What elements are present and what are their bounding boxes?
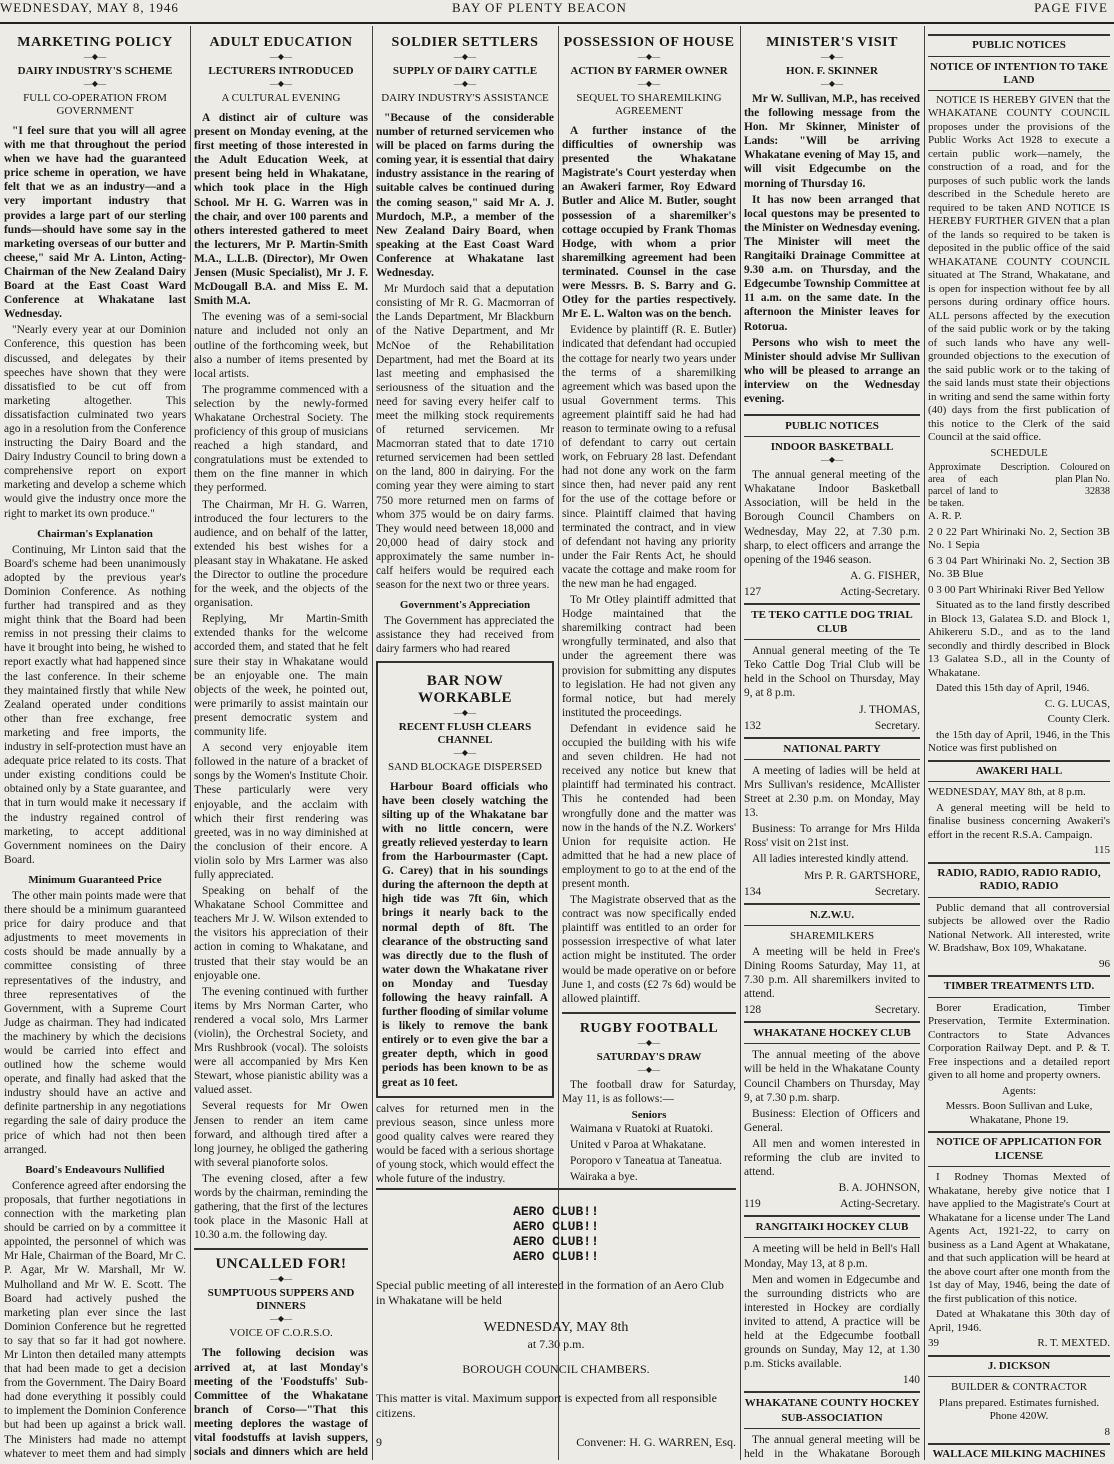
article-paragraph: Mr Murdoch said that a deputation consisting of Mr R. G. Macmorran of the Lands Department, Mr Blackburn of the Native Department, and Mr McNoe of the Rehabilitation Department, had met the Board at its last meeting and emphasised the seriousness of the situation and the need for saving every heifer calf to meet the milking stock requirements of returned servicemen. Mr Macmorran stated that to date 1710 returned servicemen had been settled on the land, 800 in dairying. For the coming year they were aiming to start 750 more returned men on farms of whom 375 would be on dairy farms. They would need between 18,000 and 20,000 head of dairy stock and approximately the same number in-calf heifers would be required each season for the next two or three years. bbox=[376, 283, 554, 592]
notice-body: A general meeting will be held to finalise business concerning Awakeri's effort in the recent R.S.A. Campaign. bbox=[928, 801, 1110, 841]
masthead-page: PAGE FIVE bbox=[1034, 0, 1108, 15]
divider-ornament: —◆— bbox=[453, 79, 477, 88]
notice-number: 115 bbox=[1093, 844, 1110, 856]
schedule-column-header: Coloured on plan Plan No. 32838 bbox=[1055, 462, 1110, 497]
notice-heading: WHAKATANE COUNTY HOCKEY SUB-ASSOCIATION bbox=[744, 1391, 920, 1428]
notice-heading: RADIO, RADIO, RADIO RADIO, RADIO, RADIO bbox=[928, 862, 1110, 898]
notice-body: The annual general meeting will be held in the Whakatane Borough bbox=[744, 1433, 920, 1458]
notice-number: 119 bbox=[744, 1198, 761, 1211]
article-lead: "I feel sure that you will all agree with me that throughout the period when we have had the guaranteed price scheme in operation, we have felt that we as an industry—and a very important industry that provides a large part of our sterling funds—should have some say in the marketing overseas of our butter and cheese," said Mr A. Linton, Acting-Chairman of the New Zealand Dairy Board at the East Coast Ward Conference at Whakatane last Wednesday. bbox=[4, 125, 186, 321]
article-paragraph: The Government has appreciated the assistance they had received from dairy farmers who had reared bbox=[376, 615, 554, 656]
divider-ornament: —◆— bbox=[269, 52, 293, 61]
aero-club-time: at 7.30 p.m. bbox=[527, 1337, 585, 1351]
section-divider bbox=[376, 1188, 736, 1190]
notice-body: Dated this 15th day of April, 1946. bbox=[936, 682, 1090, 694]
article-paragraph: The Chairman, Mr H. G. Warren, introduced the four lecturers to the audience, and on behalf of the latter, extended his best wishes for a pleasant stay in Whakatane. He asked the Director to outline the procedure for the week, and the objects of the organisation. bbox=[194, 498, 368, 610]
notice-body: Dated at Whakatane this 30th day of April, 1946. bbox=[928, 1308, 1110, 1334]
notice-subheading: Agents: bbox=[1001, 1084, 1037, 1097]
masthead-date: WEDNESDAY, MAY 8, 1946 bbox=[0, 0, 179, 15]
notice-signatory: R. T. MEXTED. bbox=[1037, 1337, 1110, 1349]
divider-ornament: —◆— bbox=[83, 79, 107, 88]
notice-signatory: Mrs P. R. GARTSHORE, bbox=[804, 869, 920, 882]
public-notices-header: PUBLIC NOTICES bbox=[744, 414, 920, 437]
divider-ornament: —◆— bbox=[820, 79, 844, 88]
notice-body: Business: To arrange for Mrs Hilda Ross' visit on 21st inst. bbox=[744, 823, 920, 850]
advert-number: 9 bbox=[376, 1435, 382, 1449]
headline-uncalled-for: UNCALLED FOR! bbox=[215, 1256, 347, 1273]
section-heading: Board's Endeavours Nullified bbox=[25, 1163, 165, 1176]
schedule-row: 2 0 22 Part Whirinaki No. 2, Section 3B No. 1 Sepia bbox=[928, 525, 1110, 551]
subheadline-secondary: FULL CO-OPERATION FROM GOVERNMENT bbox=[23, 92, 167, 117]
section-divider bbox=[194, 1248, 368, 1250]
fixture-line: Wairaka a bye. bbox=[570, 1171, 638, 1184]
article-lead: "Because of the considerable number of returned servicemen who will be placed on farms during the coming year, it is essential that dairy industry assistance in the rearing of suitable calves be continued during the coming season," said Mr A. J. Murdoch, M.P., a member of the New Zealand Dairy Board, when speaking at the East Coast Ward Conference at Whakatane last Wednesday. bbox=[376, 112, 554, 280]
section-divider bbox=[928, 90, 1110, 91]
fixture-line: Poroporo v Taneatua at Taneatua. bbox=[570, 1155, 723, 1168]
notice-heading: WALLACE MILKING MACHINES bbox=[928, 1443, 1110, 1458]
notice-signature-line bbox=[744, 885, 920, 899]
notice-number: 134 bbox=[744, 885, 762, 898]
notice-signature-line bbox=[744, 1003, 920, 1017]
column-adult-education bbox=[194, 28, 368, 1458]
notice-body: WEDNESDAY, MAY 8th, at 8 p.m. bbox=[928, 786, 1086, 798]
aero-club-advertisement bbox=[376, 1188, 736, 1460]
headline-adult-education: ADULT EDUCATION bbox=[209, 35, 353, 50]
subheadline: LECTURERS INTRODUCED bbox=[208, 65, 354, 77]
schedule-row: 6 3 04 Part Whirinaki No. 2, Section 3B No. 3B Blue bbox=[928, 554, 1110, 580]
column-rule bbox=[372, 26, 373, 1460]
notice-body: Men and women in Edgecumbe and the surrounding districts who are interested in Hockey are cordially invited to attend, A practice will be held at the Edgecumbe football grounds on Sunday, May 12, at 1.30 p.m. Sticks available. bbox=[744, 1273, 920, 1371]
article-paragraph: The other main points made were that there should be a minimum guaranteed price for dairy produce and that adjustments to meet movements in costs should be made annually by a committee consisting of three representatives of the industry, and three representatives of the Government, with a Supreme Court Judge as chairman. They had indicated the machinery by which the decisions would be carried into effect and outlined how the scheme would operate, and finally had asked that the industry should have an active and definite partnership in any negotiations regarding the sale of dairy produce the price of which had not then been arranged. bbox=[4, 889, 186, 1156]
masthead-paper-name: BAY OF PLENTY BEACON bbox=[452, 0, 627, 15]
aero-club-note: This matter is vital. Maximum support is expected from all responsible citizens. bbox=[376, 1391, 717, 1420]
divider-ornament: —◆— bbox=[269, 79, 293, 88]
article-paragraph: The evening was of a semi-social nature and included not only an outline of the forthcoming week, but also a number of items presented by local artists. bbox=[194, 311, 368, 380]
article-paragraph: The Magistrate observed that as the contract was now specifically ended plaintiff was entitled to an order for possession irrespective of what later action might be instituted. The order would be made operative on or before June 1, and costs (£2 7s 6d) would be allowed plaintiff. bbox=[562, 894, 736, 1005]
notice-body: The annual general meeting of the Whakatane Indoor Basketball Association, will be held in the Borough Council Chambers on Wednesday, May 22, at 7.30 p.m. sharp, to elect officers and arrange the opening of the 1946 season. bbox=[744, 469, 920, 566]
notice-signature-line bbox=[928, 1337, 1110, 1351]
notice-number: 132 bbox=[744, 719, 762, 732]
divider-ornament: —◆— bbox=[83, 52, 107, 61]
subheadline: SUPPLY OF DAIRY CATTLE bbox=[392, 65, 538, 77]
divider-ornament: —◆— bbox=[637, 1037, 661, 1047]
notice-heading: J. DICKSON bbox=[928, 1355, 1110, 1378]
subheadline: HON. F. SKINNER bbox=[786, 65, 878, 77]
schedule-column-header: Description. bbox=[1000, 462, 1050, 473]
notice-signature-line bbox=[744, 585, 920, 599]
aero-club-venue: BOROUGH COUNCIL CHAMBERS. bbox=[462, 1362, 650, 1376]
column-possession-of-house bbox=[562, 28, 736, 1184]
article-lead: A distinct air of culture was present on Monday evening, at the first meeting of those interested in the Adult Education Week, at present being held in Whakatane, which took place in the High School. Mr H. G. Warren was in the chair, and over 100 parents and others interested gathered to meet the lecturers, Mr P. Martin-Smith M.A., L.L.B. (Director), Mr Owen Jensen (Music Specialist), Mr J. F. McDougall B.A. and Miss E. M. Smith M.A. bbox=[194, 112, 368, 308]
notice-signatory: A. G. FISHER, bbox=[850, 569, 920, 582]
schedule-header-row bbox=[928, 462, 1110, 510]
notice-body: A meeting of ladies will be held at Mrs Sullivan's residence, McAllister Street at 2.30 p.m. on Monday, May 13. bbox=[744, 764, 920, 820]
notice-signature-line bbox=[744, 719, 920, 733]
subheadline-secondary: A CULTURAL EVENING bbox=[221, 92, 341, 104]
article-paragraph: Replying, Mr Martin-Smith extended thanks for the welcome accorded them, and stated that he felt sure their stay in Whakatane would be an enjoyable one. The main objects of the week, he pointed out, were primarily to assist maintain our present democratic system and community life. bbox=[194, 613, 368, 739]
article-paragraph: "Nearly every year at our Dominion Conference, this question has been discussed, and delegates by their speeches have shown that they were dissatisfied to be cut off from marketing altogether. This dissatisfaction culminated two years ago in a resolution from the Conference instructing the Dairy Board and the Dairy Industry Council to bring down a comprehensive report on export marketing and develop a scheme which would give the industry once more the right to market its own produce." bbox=[4, 324, 186, 520]
fixture-line: Waimana v Ruatoki at Ruatoki. bbox=[570, 1123, 714, 1136]
notice-heading: AWAKERI HALL bbox=[928, 760, 1110, 783]
notice-number: 96 bbox=[1099, 957, 1110, 970]
column-rule bbox=[190, 26, 191, 1460]
notice-heading: NOTICE OF APPLICATION FOR LICENSE bbox=[928, 1131, 1110, 1167]
notice-body: Annual general meeting of the Te Teko Cattle Dog Trial Club will be held in the School on Thursday, May 9, at 8 p.m. bbox=[744, 645, 920, 700]
notice-role: Acting-Secretary. bbox=[840, 1198, 920, 1211]
notice-subheading: SHAREMILKERS bbox=[789, 929, 875, 942]
aero-club-banner: AERO CLUB!! bbox=[513, 1249, 599, 1264]
notice-signatory: B. A. JOHNSON, bbox=[838, 1182, 920, 1195]
subheadline: SUMPTUOUS SUPPERS AND DINNERS bbox=[207, 1287, 355, 1313]
notice-role: Secretary. bbox=[874, 1004, 920, 1017]
article-paragraph: To Mr Otley plaintiff admitted that Hodge maintained that the sharemilking contract had been wrongfully terminated, and also that under the agreement there was provision for submitting any disputes to legislation. He had not given any formal notice, but had merely instituted the proceedings. bbox=[562, 594, 736, 719]
notice-body: the 15th day of April, 1946, in the This Notice was first published on bbox=[928, 728, 1110, 754]
subheadline: ACTION BY FARMER OWNER bbox=[570, 65, 728, 77]
fixture-line: United v Paroa at Whakatane. bbox=[570, 1139, 707, 1152]
article-paragraph: Persons who wish to meet the Minister should advise Mr Sullivan who will be pleased to arrange an interview on the Wednesday evening. bbox=[744, 336, 920, 405]
section-heading: Minimum Guaranteed Price bbox=[28, 873, 162, 886]
column-marketing-policy bbox=[4, 28, 186, 1458]
divider-ornament: —◆— bbox=[637, 79, 661, 88]
aero-club-banner: AERO CLUB!! bbox=[513, 1219, 599, 1234]
divider-ornament: —◆— bbox=[453, 747, 477, 757]
divider-ornament: —◆— bbox=[637, 1064, 661, 1074]
public-notices-header: PUBLIC NOTICES bbox=[928, 34, 1110, 57]
article-paragraph: The evening continued with further items by Mrs Norman Carter, who rendered a vocal solo, Mrs Larmer (violin), the Orchestral Society, and Mrs Rushbrook (vocal). The soloists were all accompanied by Mrs Ken Stewart, whose pianistic ability was a valued asset. bbox=[194, 985, 368, 1097]
aero-club-body: Special public meeting of all interested in the formation of an Aero Club in Whakatane will be held bbox=[376, 1278, 724, 1307]
notice-role: County Clerk. bbox=[1047, 713, 1110, 725]
notice-body: The annual meeting of the above will be held in the Whakatane County Council Chambers on Thursday, May 9, at 7.30 p.m. sharp. bbox=[744, 1049, 920, 1104]
section-divider bbox=[562, 1012, 736, 1014]
aero-club-convener: Convener: H. G. WARREN, Esq. bbox=[576, 1435, 736, 1449]
headline-marketing-policy: MARKETING POLICY bbox=[17, 35, 173, 50]
divider-ornament: —◆— bbox=[269, 1274, 293, 1284]
headline-possession-of-house: POSSESSION OF HOUSE bbox=[563, 35, 735, 50]
article-lead: A further instance of the difficulties of ownership was presented the Whakatane Magistrate's Court yesterday when an Awakeri farmer, Roy Edward Butler and Alice M. Butler, sought possession of a sharemilker's cottage occupied by Frank Thomas Hodge, with whom a prior sharemilking agreement had been terminated. Counsel in the case were Messrs. B. S. Barry and G. Otley for the parties respectively. Mr E. L. Walton was on the bench. bbox=[562, 125, 736, 321]
notice-heading: TIMBER TREATMENTS LTD. bbox=[928, 975, 1110, 998]
notice-body: NOTICE IS HEREBY GIVEN that the WHAKATANE COUNTY COUNCIL proposes under the provisions of the Public Works Act 1928 to execute a certain public work—namely, the construction of a road, and for the purposes of such public work the lands described in the Schedule hereto are required to be taken AND NOTICE IS HEREBY FURTHER GIVEN that a plan of the lands so required to be taken is deposited in the public office of the said WHAKATANE COUNTY COUNCIL situated at The Strand, Whakatane, and is open for inspection without fee by all persons during ordinary office hours. ALL persons affected by the execution of the said public work or by the taking of such lands who have any well-grounded objections to the execution of the said public work or to the taking of the said lands must state their objections in writing and send the same within forty (40) days from the first publication of this notice to the Clerk of the said Council at the said office. bbox=[928, 93, 1110, 443]
schedule-units: A. R. P. bbox=[928, 510, 962, 522]
schedule-column-header: Approximate area of each parcel of land to be taken. bbox=[928, 462, 998, 509]
notice-heading: INDOOR BASKETBALL bbox=[770, 441, 894, 454]
subheadline-secondary: DAIRY INDUSTRY'S ASSISTANCE bbox=[381, 92, 549, 104]
notice-body: Business: Election of Officers and General. bbox=[744, 1107, 920, 1134]
notice-body: A meeting will be held in Bell's Hall Monday, May 13, at 8 p.m. bbox=[744, 1243, 920, 1270]
notice-signature-line bbox=[744, 1197, 920, 1211]
aero-club-banner: AERO CLUB!! bbox=[513, 1234, 599, 1249]
article-lead: Harbour Board officials who have been closely watching the silting up of the Whakatane bar with no little concern, were greatly relieved yesterday to learn from the Harbourmaster (Capt. G. Carey) that in his soundings during the afternoon the depth at high tide was 7ft 6in, which brings it nearly back to the normal depth of 8ft. The clearance of the obstructing sand was directly due to the flush of water down the Whakatane river on Monday and Tuesday following the heavy rainfall. A further flooding of similar volume is likely to remove the bank entirely or to even give the bar a greater depth, which in good periods has been known to be as great as 10 feet. bbox=[382, 780, 548, 1089]
notice-body: Messrs. Boon Sullivan and Luke, Whakatane, Phone 19. bbox=[945, 1100, 1093, 1126]
notice-number: 127 bbox=[744, 585, 762, 598]
subheadline: DAIRY INDUSTRY'S SCHEME bbox=[17, 65, 173, 77]
article-paragraph: The evening closed, after a few words by the chairman, reminding the gathering, that the first of the lectures took place in the Masonic Hall at 10.30 a.m. the following day. bbox=[194, 1172, 368, 1242]
column-soldier-settlers bbox=[376, 28, 554, 1184]
subheadline-secondary: VOICE OF C.O.R.S.O. bbox=[229, 1327, 333, 1340]
column-rule bbox=[740, 26, 741, 1460]
article-paragraph: Continuing, Mr Linton said that the Board's scheme had been unanimously adopted by the previous year's Dominion Conference. As nothing further had transpired and as they might think that the Board had been remiss in not pressing their claims to have it brought into being, he wished to report exactly what had happened since the last conference. In their scheme they maintained firstly that while New Zealand operated under conditions other than free exchange, free marketing and free imports, the industry in self-protection must have an adequate price related to its costs. That under existing conditions could be obtained only by a State guarantee, and that in turn would make it necessary if the industry regained control of marketing, to accept additional Government nominees on the Dairy Board. bbox=[4, 543, 186, 866]
schedule-row: 0 3 00 Part Whirinaki River Bed Yellow bbox=[928, 583, 1105, 596]
aero-club-footer bbox=[376, 1435, 736, 1450]
notice-body: Public demand that all controversial subjects be allowed over the Radio National Network. All interested, write W. Bradshaw, Box 109, Whakatane. bbox=[928, 901, 1110, 954]
notice-body: Plans prepared. Estimates furnished. Phone 420W. bbox=[938, 1396, 1100, 1422]
aero-club-banner: AERO CLUB!! bbox=[513, 1204, 599, 1219]
article-paragraph: It has now been arranged that local questons may be presented to the Minister on Wednesday evening. The Minister will meet the Rangitaiki Drainage Committee at 9.30 a.m. on Thursday, and the Edgecumbe Township Committee at 11 a.m. on the same date. In the afternoon the Minister leaves for Rotorua. bbox=[744, 193, 920, 333]
article-paragraph: Conference agreed after endorsing the proposals, that further negotiations in connection with the marketing plan should be carried on by a committee it appointed, the personnel of which was Mr Hale, Chairman of the Board, Mr C. P. Agar, Mr W. Marshall, Mr W. Mulholland and Mr W. E. Scott. The Board had actively pushed the marketing plan ever since the last Dominion Conference but he regretted to say that so far it had got nowhere. Mr Linton then detailed many attempts that had been made to get a decision from the Government. The Dairy Board had done everything it possibly could to implement the Dominion Conference but had been up against a brick wall. The Ministers had made no attempt whatever to meet them and had simply bbox=[4, 1179, 186, 1458]
article-paragraph: Evidence by plaintiff (R. E. Butler) indicated that defendant had occupied the cottage for nearly two years under the terms of a sharemilking agreement which was based upon the usual Government terms. This agreement plaintiff said he had had reason to terminate owing to a refusal of defendant to carry out certain work, on February 28 last. Defendant had not done any work on the farm since then, had never paid any rent for the use of the cottage before or since. Plaintiff claimed that having terminated the contract, and in view of defendant not having any priority under the Fair Rents Act, he should vacate the cottage and make room for the new man he had engaged. bbox=[562, 324, 736, 590]
section-heading: Government's Appreciation bbox=[399, 599, 531, 612]
notice-body: All ladies interested kindly attend. bbox=[752, 853, 909, 866]
notice-number: 128 bbox=[744, 1004, 762, 1017]
notice-role: Secretary. bbox=[874, 719, 920, 732]
headline-bar-now-workable: BAR NOW WORKABLE bbox=[417, 672, 512, 706]
notice-number: 140 bbox=[902, 1374, 920, 1387]
headline-ministers-visit: MINISTER'S VISIT bbox=[766, 35, 898, 50]
headline-rugby-football: RUGBY FOOTBALL bbox=[579, 1020, 719, 1036]
article-paragraph: Several requests for Mr Owen Jensen to render an item came forward, and although tired after a long journey, he obliged the gathering with several pianoforte solos. bbox=[194, 1100, 368, 1169]
article-paragraph: The programme commenced with a selection by the newly-formed Whakatane Orchestral Society. The proficiency of this group of musicians reached a high standard, and congratulations must be extended to them on the fine manner in which they performed. bbox=[194, 383, 368, 495]
article-paragraph: The football draw for Saturday, May 11, is as follows:— bbox=[562, 1078, 736, 1105]
divider-ornament: —◆— bbox=[820, 52, 844, 61]
article-paragraph: Speaking on behalf of the Whakatane School Committee and teachers Mr J. W. Wilson extended to the visitors his appreciation of their action in coming to Whakatane, and trusted that their stay would be an enjoyable one. bbox=[194, 885, 368, 982]
divider-ornament: —◆— bbox=[820, 455, 844, 465]
boxed-article-bar bbox=[376, 661, 554, 1098]
notice-subheading: BUILDER & CONTRACTOR bbox=[950, 1381, 1088, 1393]
column-rule bbox=[924, 26, 925, 1460]
notice-body: A meeting will be held in Free's Dining Rooms Saturday, May 11, at 7.30 p.m. All sharemilkers invited to attend. bbox=[744, 945, 920, 1001]
divider-ornament: —◆— bbox=[453, 52, 477, 61]
notice-heading: NOTICE OF INTENTION TO TAKE LAND bbox=[930, 60, 1108, 86]
schedule-heading: SCHEDULE bbox=[990, 446, 1048, 459]
divider-ornament: —◆— bbox=[637, 52, 661, 61]
section-heading: Chairman's Explanation bbox=[37, 527, 153, 540]
article-paragraph: A second very enjoyable item followed in the nature of a bracket of songs by the Women's Institute Choir. These particularly were very enjoyable, and the acclaim with which their first rendering was greeted, was in no way diminished at the conclusion of their encore. A violin solo by Mrs Larmer was also fully appreciated. bbox=[194, 742, 368, 881]
masthead bbox=[0, 0, 1114, 24]
column-ministers-visit bbox=[744, 28, 920, 1458]
notice-heading: RANGITAIKI HOCKEY CLUB bbox=[744, 1215, 920, 1238]
divider-ornament: —◆— bbox=[453, 707, 477, 717]
notice-signatory: C. G. LUCAS, bbox=[1044, 697, 1110, 710]
divider-ornament: —◆— bbox=[269, 1314, 293, 1324]
notice-heading: NATIONAL PARTY bbox=[744, 737, 920, 760]
article-lead: The following decision was arrived at, at last Monday's meeting of the 'Foodstuffs' Sub-Committee of the Whakatane branch of Corso—"That this meeting deplores the wastage of vital foodstuffs at lavish suppers, socials and dinners which are held bbox=[194, 1347, 368, 1458]
subheadline: RECENT FLUSH CLEARS CHANNEL bbox=[398, 720, 532, 746]
column-public-notices bbox=[928, 28, 1110, 1458]
subheadline-secondary: SEQUEL TO SHAREMILKING AGREEMENT bbox=[576, 92, 722, 117]
subheadline-secondary: SAND BLOCKAGE DISPERSED bbox=[387, 760, 543, 773]
notice-body: I Rodney Thomas Mexted of Whakatane, hereby give notice that I have applied to the Magistrate's Court at Whakatane for a license under The Land Agents Act, 1921-22, to carry on business as a Land Agent at Whakatane, and that such application will be heard at the above court after one month from the 1st day of May, 1946, being the date of the first publication of this notice. bbox=[928, 1171, 1110, 1305]
notice-number: 39 bbox=[928, 1337, 939, 1349]
notice-body: Situated as to the land firstly described in Block 13, Galatea S.D. and Block 1, Ahikereru S.D., and as to the land secondly and thirdly described in Block 13 Galatea S.D., all in the County of Whakatane. bbox=[928, 599, 1110, 679]
article-lead: Mr W. Sullivan, M.P., has received the following message from the Hon. Mr Skinner, Minister of Lands: "Will be arriving Whakatane evening of May 15, and will visit Edgecumbe on the morning of Thursday 16. bbox=[744, 93, 920, 190]
article-paragraph-continued: calves for returned men in the previous season, since unless more good quality calves were reared they would be faced with a serious shortage of young stock, which would effect the whole future of the industry. bbox=[376, 1102, 554, 1184]
notice-number: 8 bbox=[1104, 1425, 1110, 1438]
notice-role: Acting-Secretary. bbox=[840, 585, 920, 598]
notice-signatory: J. THOMAS, bbox=[859, 703, 920, 716]
notice-body: All men and women interested in reforming the club are invited to attend. bbox=[744, 1137, 920, 1179]
article-paragraph: Defendant in evidence said he occupied the building with his wife and seven children. He had not received any notice but knew that plaintiff had terminated his contract. This he contended had been wrongfully done and the matter was now in the hands of the N.Z. Workers' Union for requisite action. He admitted that he had a new place of employment to go to at the end of the present month. bbox=[562, 722, 736, 890]
subheadline: SATURDAY'S DRAW bbox=[596, 1050, 702, 1063]
notice-role: Secretary. bbox=[874, 885, 920, 898]
headline-soldier-settlers: SOLDIER SETTLERS bbox=[391, 35, 539, 50]
aero-club-date: WEDNESDAY, MAY 8th bbox=[483, 1320, 629, 1335]
grade-heading: Seniors bbox=[631, 1109, 667, 1121]
notice-heading: WHAKATANE HOCKEY CLUB bbox=[744, 1021, 920, 1044]
notice-heading: N.Z.W.U. bbox=[744, 903, 920, 926]
notice-heading: TE TEKO CATTLE DOG TRIAL CLUB bbox=[744, 603, 920, 640]
notice-body: Borer Eradication, Timber Preservation, Termite Extermination. Contractors to State Advances Corporation Railway Dept. and P. & T. Free inspections and a detailed report given to all home and property owners. bbox=[928, 1001, 1110, 1081]
